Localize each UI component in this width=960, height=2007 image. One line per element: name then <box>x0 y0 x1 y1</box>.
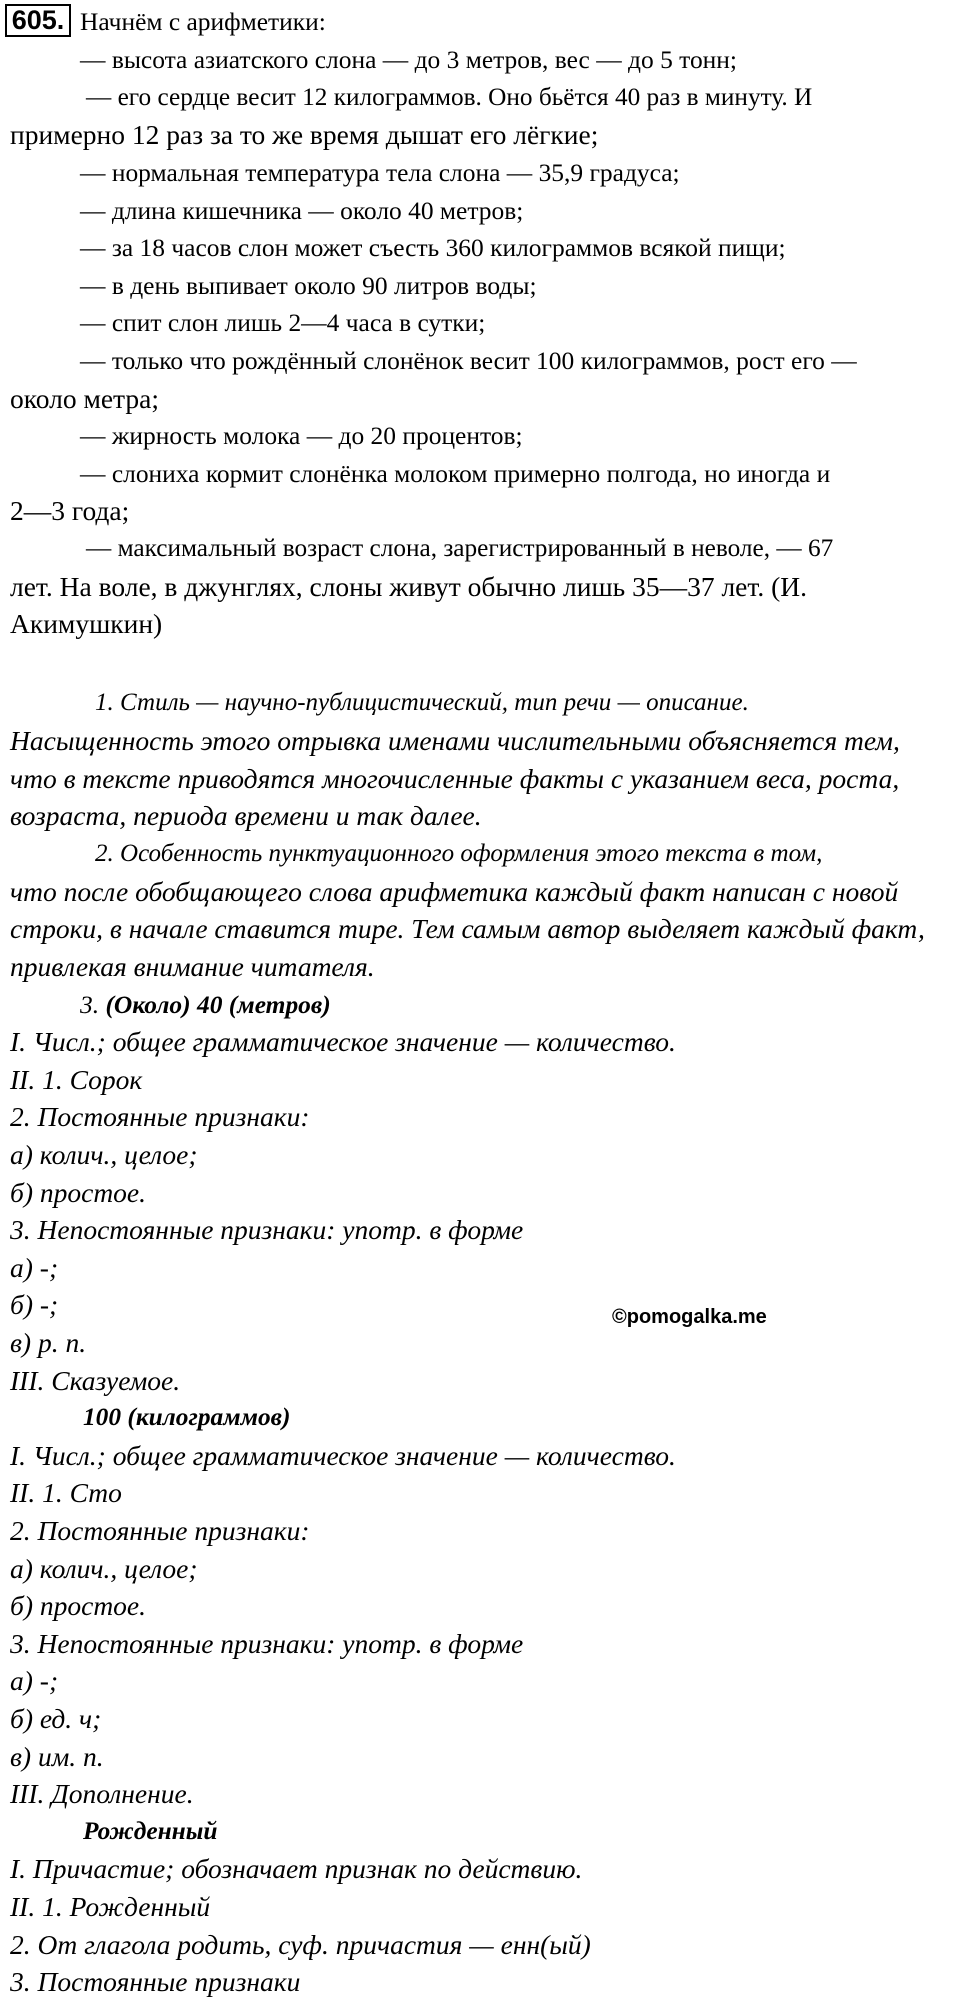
text-line: — его сердце весит 12 килограммов. Оно бьётся 40 раз в минуту. И <box>86 83 813 111</box>
answer-line: 1. Стиль — научно-публицистический, тип речи — описание. <box>95 689 749 716</box>
analysis-line: 2. От глагола родить, суф. причастия — енн(ый) <box>10 1929 591 1960</box>
text-line: — спит слон лишь 2—4 часа в сутки; <box>80 308 486 337</box>
analysis-line: а) -; <box>10 1252 59 1283</box>
text-line: около метра; <box>10 383 160 414</box>
text-line: Акимушкин) <box>10 608 163 639</box>
text-line: — жирность молока — до 20 процентов; <box>80 421 523 450</box>
answer-line: 2. Особенность пунктуационного оформления этого текста в том, <box>95 840 823 867</box>
analysis-line: а) колич., целое; <box>10 1553 198 1584</box>
text-line: — длина кишечника — около 40 метров; <box>80 196 524 225</box>
analysis-line: б) -; <box>10 1289 59 1320</box>
text-line: лет. На воле, в джунглях, слоны живут обычно лишь 35—37 лет. (И. <box>10 571 807 602</box>
analysis-line: III. Дополнение. <box>10 1778 194 1809</box>
analysis-line: I. Числ.; общее грамматическое значение — количество. <box>10 1026 676 1057</box>
analysis-line: I. Числ.; общее грамматическое значение — количество. <box>10 1440 676 1471</box>
analysis-line: а) колич., целое; <box>10 1139 198 1170</box>
text-line: — только что рождённый слонёнок весит 100 килограммов, рост его — <box>80 346 857 375</box>
analysis-line: 3. Непостоянные признаки: употр. в форме <box>10 1214 524 1245</box>
analysis-line: II. 1. Рожденный <box>10 1891 211 1922</box>
text-line: — высота азиатского слона — до 3 метров, вес — до 5 тонн; <box>80 45 737 74</box>
text-line: — в день выпивает около 90 литров воды; <box>80 271 537 300</box>
answer-line: что после обобщающего слова арифметика каждый факт написан с новой <box>10 876 899 907</box>
text-line: — за 18 часов слон может съесть 360 килограммов всякой пищи; <box>80 233 786 262</box>
task-heading: Начнём с арифметики: <box>80 7 326 36</box>
analysis-line: б) простое. <box>10 1177 147 1208</box>
analysis-line: III. Сказуемое. <box>10 1365 181 1396</box>
analysis-title: (Около) 40 (метров) <box>105 990 331 1019</box>
analysis-line: II. 1. Сто <box>10 1477 122 1508</box>
text-line: — максимальный возраст слона, зарегистрированный в неволе, — 67 <box>86 534 834 562</box>
text-line: 2—3 года; <box>10 495 130 526</box>
analysis-line: 2. Постоянные признаки: <box>10 1101 310 1132</box>
answer-line: возраста, периода времени и так далее. <box>10 800 482 831</box>
analysis-title: 100 (килограммов) <box>83 1403 291 1431</box>
answer-line: строки, в начале ставится тире. Тем самым автор выделяет каждый факт, <box>10 913 925 944</box>
answer-line: Насыщенность этого отрывка именами числительными объясняется тем, <box>10 725 900 756</box>
analysis-line: 2. Постоянные признаки: <box>10 1515 310 1546</box>
analysis-number: 3. <box>80 990 106 1019</box>
analysis-line: б) ед. ч; <box>10 1703 102 1734</box>
analysis-line: в) р. п. <box>10 1327 87 1358</box>
analysis-heading <box>80 986 960 1023</box>
answer-line: что в тексте приводятся многочисленные факты с указанием веса, роста, <box>10 763 900 794</box>
text-line: — слониха кормит слонёнка молоком примерно полгода, но иногда и <box>80 459 831 488</box>
analysis-line: 3. Непостоянные признаки: употр. в форме <box>10 1628 524 1659</box>
text-line: примерно 12 раз за то же время дышат его лёгкие; <box>10 119 599 150</box>
analysis-line: а) -; <box>10 1665 59 1696</box>
analysis-line: 3. Постоянные признаки <box>10 1966 301 1997</box>
analysis-line: б) простое. <box>10 1590 147 1621</box>
analysis-line: II. 1. Сорок <box>10 1064 143 1095</box>
analysis-title: Рожденный <box>83 1817 218 1845</box>
text-line: — нормальная температура тела слона — 35,9 градуса; <box>80 158 680 187</box>
analysis-line: в) им. п. <box>10 1741 104 1772</box>
watermark: ©pomogalka.me <box>612 1306 767 1328</box>
analysis-line: I. Причастие; обозначает признак по действию. <box>10 1853 583 1884</box>
answer-line: привлекая внимание читателя. <box>10 951 375 982</box>
task-number: 605. <box>5 4 71 37</box>
